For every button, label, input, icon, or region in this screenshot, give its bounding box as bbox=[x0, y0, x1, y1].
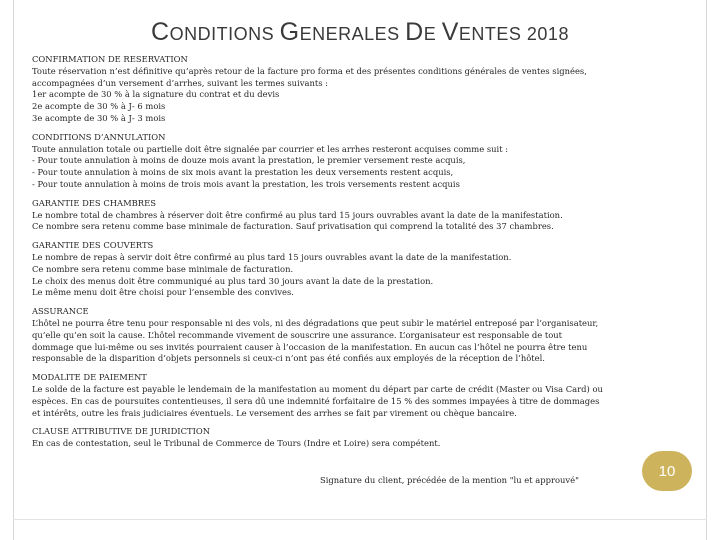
section bbox=[32, 240, 632, 299]
section bbox=[32, 426, 632, 450]
section-line: accompagnées d’un versement d’arrhes, suivant les termes suivants : bbox=[32, 77, 329, 88]
section-line: - Pour toute annulation à moins de douze mois avant la prestation, le premier versement reste acquis, bbox=[32, 155, 466, 166]
section-line: Le solde de la facture est payable le lendemain de la manifestation au moment du départ par carte de crédit (Master ou Visa Card) ou bbox=[32, 383, 603, 394]
page-frame-right bbox=[706, 0, 707, 540]
section bbox=[32, 54, 632, 125]
section-line: 1er acompte de 30 % à la signature du contrat et du devis bbox=[32, 89, 280, 100]
section-line: Ce nombre sera retenu comme base minimale de facturation. Sauf privatisation qui comprend la totalité des 37 chambres. bbox=[32, 221, 554, 232]
section-line: Toute annulation totale ou partielle doit être signalée par courrier et les arrhes resteront acquises comme suit : bbox=[32, 143, 509, 154]
section-heading: MODALITE DE PAIEMENT bbox=[32, 372, 147, 383]
section-line: dommage que lui-même ou ses invités pourraient causer à l’occasion de la manifestation. En aucun cas l’hôtel ne pourra être tenu bbox=[32, 341, 588, 352]
page-frame-left bbox=[13, 0, 14, 540]
section-line: Ce nombre sera retenu comme base minimale de facturation. bbox=[32, 263, 294, 274]
conditions-body bbox=[32, 54, 632, 457]
section-line: 2e acompte de 30 % à J- 6 mois bbox=[32, 101, 166, 112]
signature-line: Signature du client, précédée de la mention "lu et approuvé" bbox=[320, 475, 579, 485]
section-line: - Pour toute annulation à moins de trois mois avant la prestation, les trois versements restent acquis bbox=[32, 178, 460, 189]
section-line: et intérêts, outre les frais judiciaires éventuels. Le versement des arrhes se fait par virement ou chèque bancaire. bbox=[32, 407, 517, 418]
section-line: Le nombre total de chambres à réserver doit être confirmé au plus tard 15 jours ouvrables avant la date de la manifestation. bbox=[32, 209, 563, 220]
section bbox=[32, 372, 632, 419]
section-heading: GARANTIE DES CHAMBRES bbox=[32, 197, 156, 208]
section-line: Le choix des menus doit être communiqué au plus tard 30 jours avant la date de la prestation. bbox=[32, 275, 434, 286]
page-title: CONDITIONS GENERALES DE VENTES 2018 bbox=[151, 18, 569, 46]
section-line: - Pour toute annulation à moins de six mois avant la prestation les deux versements restent acquis, bbox=[32, 167, 454, 178]
section-line: Le nombre de repas à servir doit être confirmé au plus tard 15 jours ouvrables avant la date de la manifestation. bbox=[32, 251, 512, 262]
section bbox=[32, 306, 632, 365]
page-number: 10 bbox=[658, 462, 676, 480]
section-line: L’hôtel ne pourra être tenu pour responsable ni des vols, ni des dégradations que peut subir le matériel entreposé par l’organisateur, bbox=[32, 317, 599, 328]
section-line: En cas de contestation, seul le Tribunal de Commerce de Tours (Indre et Loire) sera compétent. bbox=[32, 438, 441, 449]
section-heading: ASSURANCE bbox=[32, 306, 89, 317]
section-line: 3e acompte de 30 % à J- 3 mois bbox=[32, 112, 166, 123]
section bbox=[32, 198, 632, 233]
section-heading: CONDITIONS D’ANNULATION bbox=[32, 131, 166, 142]
section-line: Toute réservation n’est définitive qu’après retour de la facture pro forma et des présentes conditions générales de ventes signées, bbox=[32, 65, 587, 76]
page-number-badge bbox=[642, 451, 692, 491]
section-line: espèces. En cas de poursuites contentieuses, il sera dû une indemnité forfaitaire de 15 % des sommes impayées à titre de dommages bbox=[32, 395, 600, 406]
section bbox=[32, 132, 632, 191]
section-line: Le même menu doit être choisi pour l’ensemble des convives. bbox=[32, 287, 294, 298]
section-line: qu’elle qu’en soit la cause. L’hôtel recommande vivement de souscrire une assurance. L’organisateur est responsable de tout bbox=[32, 329, 563, 340]
section-line: responsable de la disparition d’objets personnels si ceux-ci n’ont pas été confiés aux employés de la réception de l’hôtel. bbox=[32, 353, 545, 364]
section-heading: CONFIRMATION DE RESERVATION bbox=[32, 54, 188, 64]
section-heading: GARANTIE DES COUVERTS bbox=[32, 240, 154, 251]
section-heading: CLAUSE ATTRIBUTIVE DE JURIDICTION bbox=[32, 426, 211, 437]
page-frame-bottom bbox=[13, 519, 707, 520]
